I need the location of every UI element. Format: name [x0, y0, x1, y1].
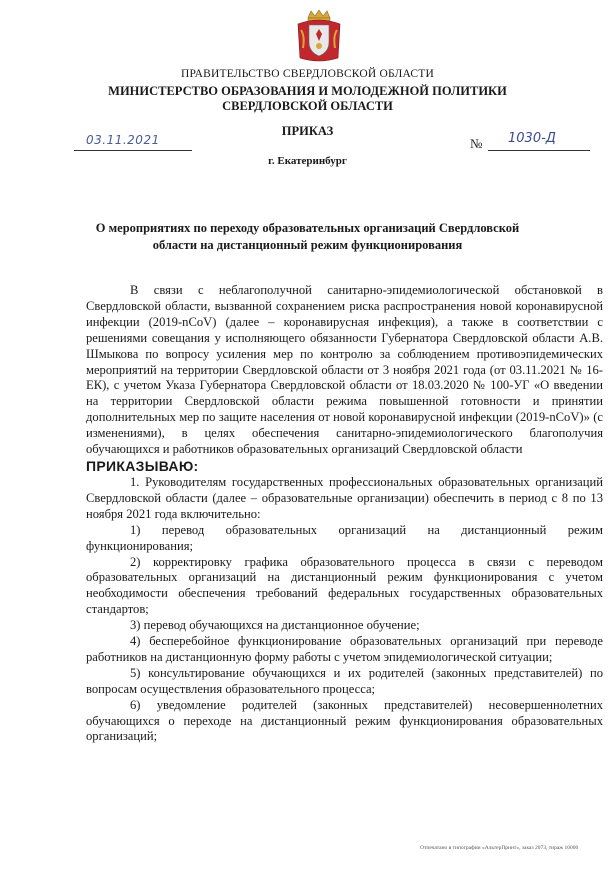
document-body: [86, 283, 603, 745]
ministry-name-line-1: МИНИСТЕРСТВО ОБРАЗОВАНИЯ И МОЛОДЕЖНОЙ ПОЛИТИКИ: [108, 84, 507, 98]
document-type: ПРИКАЗ: [281, 124, 334, 138]
order-keyword: ПРИКАЗЫВАЮ:: [86, 457, 199, 474]
ministry-name-line-2: СВЕРДЛОВСКОЙ ОБЛАСТИ: [222, 99, 393, 113]
order-subitem-2: 2) корректировку графика образовательного процесса в связи с переводом образовательных организаций на дистанционный режим функционирования с учетом необходимости обеспечения требований федеральных государственных образовательных стандартов;: [86, 554, 603, 617]
coat-of-arms-icon: [294, 8, 344, 64]
preamble-paragraph: В связи с неблагополучной санитарно-эпидемиологической обстановкой в Свердловской области, вызванной сохранением риска распространения новой коронавирусной инфекции (2019-nCoV) (далее – коронавирусная инфекция), а также в соответствии с решениями совещания у исполняющего обязанности Губернатора Свердловской области А.В. Шмыкова по вопросу усиления мер по контролю за соблюдением противоэпидемических мероприятий на территории Свердловской области от 3 ноября 2021 года (от 03.11.2021 № 16-ЕК), с учетом Указа Губернатора Свердловской области от 18.03.2020 № 100-УГ «О введении на территории Свердловской области режима повышенной готовности и принятии дополнительных мер по защите населения от новой коронавирусной инфекции (2019-nCoV)» (с изменениями), в целях обеспечения санитарно-эпидемиологического благополучия обучающихся и работников образовательных организаций Свердловской области: [86, 283, 603, 457]
document-title-line-2: области на дистанционный режим функционирования: [152, 238, 463, 252]
date-handwritten: 03.11.2021: [86, 133, 160, 147]
number-handwritten: 1030-Д: [508, 131, 556, 146]
document-title: [70, 220, 545, 254]
order-subitem-4: 4) бесперебойное функционирование образовательных организаций при переводе работников на дистанционную форму работы с учетом эпидемиологической ситуации;: [86, 634, 603, 664]
ministry-name: [0, 84, 615, 114]
number-label: №: [470, 136, 483, 151]
order-subitem-5: 5) консультирование обучающихся и их родителей (законных представителей) по вопросам осуществления образовательного процесса;: [86, 665, 603, 696]
city-name: г. Екатеринбург: [268, 155, 347, 167]
order-subitem-1: 1) перевод образовательных организаций на дистанционный режим функционирования;: [86, 522, 603, 553]
order-subitem-6: 6) уведомление родителей (законных представителей) несовершеннолетних обучающихся о переходе на дистанционный режим функционирования образовательных организаций;: [86, 697, 603, 744]
order-subitem-3: 3) перевод обучающихся на дистанционное обучение;: [130, 618, 420, 633]
document-title-line-1: О мероприятиях по переходу образовательных организаций Свердловской: [95, 221, 520, 235]
print-footnote: Отпечатано в типографии «АльтерПринт», заказ 2073, тираж 10000: [420, 845, 579, 851]
government-name: ПРАВИТЕЛЬСТВО СВЕРДЛОВСКОЙ ОБЛАСТИ: [180, 68, 435, 80]
order-item-1: 1. Руководителям государственных профессиональных образовательных организаций Свердловской области (далее – образовательные организации) обеспечить в период с 8 по 13 ноября 2021 года включительно:: [86, 474, 603, 521]
